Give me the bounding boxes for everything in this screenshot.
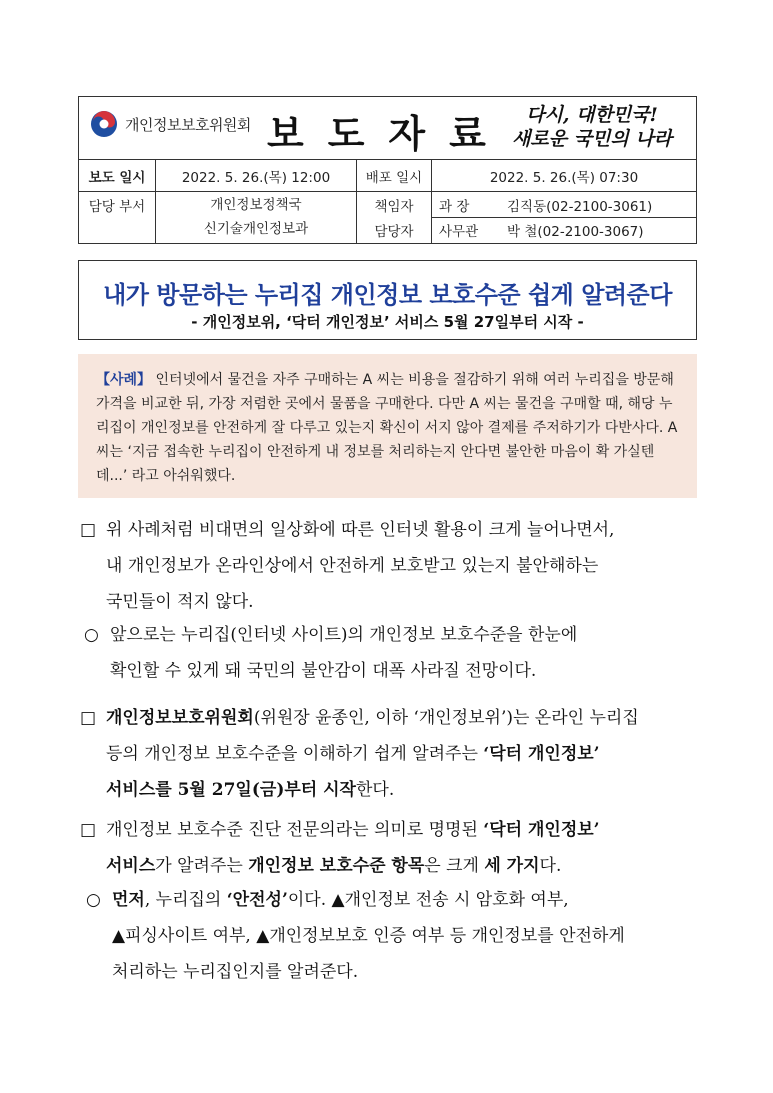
slogan [512,103,672,151]
org-logo [89,109,251,139]
org-name: 개인정보보호위원회 [125,115,251,134]
staff-label: 담당자 [374,224,414,240]
paragraph-1 [80,512,705,620]
distribute-value: 2022. 5. 26.(목) 07:30 [489,169,639,186]
p4-line1a: 개인정보 보호수준 진단 전문의라는 의미로 명명된 [106,820,484,840]
p5-first-bold: 먼저 [112,890,145,910]
p3-service-bold: ‘닥터 개인정보’ [483,744,600,764]
case-tag: 【사례】 [96,372,152,388]
p4-items-bold: 개인정보 보호수준 항목 [248,856,425,876]
p4-service-word: 서비스 [106,856,156,876]
header-title-row [79,97,696,160]
headline-subtitle: - 개인정보위, ‘닥터 개인정보’ 서비스 5월 27일부터 시작 - [191,313,584,331]
p5-text: , 누리집의 [144,890,227,910]
slogan-line2: 새로운 국민의 나라 [511,128,672,150]
press-title: 보도자료 [267,111,510,156]
p4-text3: 다. [539,856,562,876]
paragraph-5 [86,882,706,990]
release-label: 보도 일시 [88,169,146,186]
circle-bullet: ○ [84,625,99,645]
manager-label: 책임자 [374,198,414,215]
p2-line2: 확인할 수 있게 돼 국민의 불안감이 대폭 사라질 전망이다. [110,661,537,681]
p5-line2: ▲피싱사이트 여부, ▲개인정보보호 인증 여부 등 개인정보를 안전하게 [112,926,625,946]
p5-line3: 처리하는 누리집인지를 알려준다. [112,962,359,982]
slogan-line1: 다시, 대한민국! [526,104,658,126]
manager-name: 김직동(02-2100-3061) [507,198,653,215]
p1-line1: 위 사례처럼 비대면의 일상화에 따른 인터넷 활용이 크게 늘어나면서, [106,520,615,540]
dept-label: 담당 부서 [88,199,146,215]
p4-three-bold: 세 가지 [484,856,540,876]
p4-service-bold: ‘닥터 개인정보’ [483,820,600,840]
paragraph-4 [80,812,705,884]
p1-line2: 내 개인정보가 온라인상에서 안전하게 보호받고 있는지 불안해하는 [106,556,599,576]
paragraph-2 [84,617,704,689]
staff-name: 박 철(02-2100-3067) [507,224,644,240]
p3-line2a: 등의 개인정보 보호수준을 이해하기 쉽게 알려주는 [106,744,484,764]
dept-line1: 개인정보정책국 [210,197,302,213]
p3-org-bold: 개인정보보호위원회 [106,708,254,728]
staff-title: 사무관 [439,224,479,240]
headline-title: 내가 방문하는 누리집 개인정보 보호수준 쉽게 알려준다 [103,281,672,309]
p5-text2: 이다. ▲개인정보 전송 시 암호화 여부, [287,890,569,910]
circle-bullet: ○ [86,890,101,910]
headline-box [78,260,697,340]
distribute-label: 배포 일시 [365,169,423,186]
manager-title: 과 장 [439,198,470,215]
p3-line3-bold: 서비스를 5월 27일(금)부터 시작 [106,780,356,800]
square-bullet: □ [80,820,97,840]
p1-line3: 국민들이 적지 않다. [106,592,254,612]
press-header-table [78,96,697,244]
p3-line3-rest: 한다. [355,780,395,800]
p4-text: 가 알려주는 [155,856,249,876]
release-value: 2022. 5. 26.(목) 12:00 [181,169,331,186]
dept-line2: 신기술개인정보과 [203,221,309,237]
square-bullet: □ [80,708,97,728]
p5-safety-bold: ‘안전성’ [226,890,288,910]
p3-line1-rest: (위원장 윤종인, 이하 ‘개인정보위’)는 온라인 누리집 [253,708,639,728]
case-text: 인터넷에서 물건을 자주 구매하는 A 씨는 비용을 절감하기 위해 여러 누리집을 방문해 가격을 비교한 뒤, 가장 저렴한 곳에서 물품을 구매한다. 다만 A 씨는 물건을 구매할 때, 해당 누리집이 개인정보를 안전하게 잘 다루고 있는지 확신이 서지 않아 결제를 주저하기가 다반사다. A 씨는 ‘지금 접속한 누리집이 안전하게 내 정보를 처리하는지 안다면 불안한 마음이 확 가실텐데...’ 라고 아쉬워했다. [96,372,678,484]
p2-line1: 앞으로는 누리집(인터넷 사이트)의 개인정보 보호수준을 한눈에 [110,625,578,645]
paragraph-3 [80,700,705,808]
taegeuk-logo-icon [89,109,119,139]
case-example-box [78,354,697,498]
p4-text2: 은 크게 [424,856,485,876]
dept-value [156,192,356,242]
square-bullet: □ [80,520,97,540]
